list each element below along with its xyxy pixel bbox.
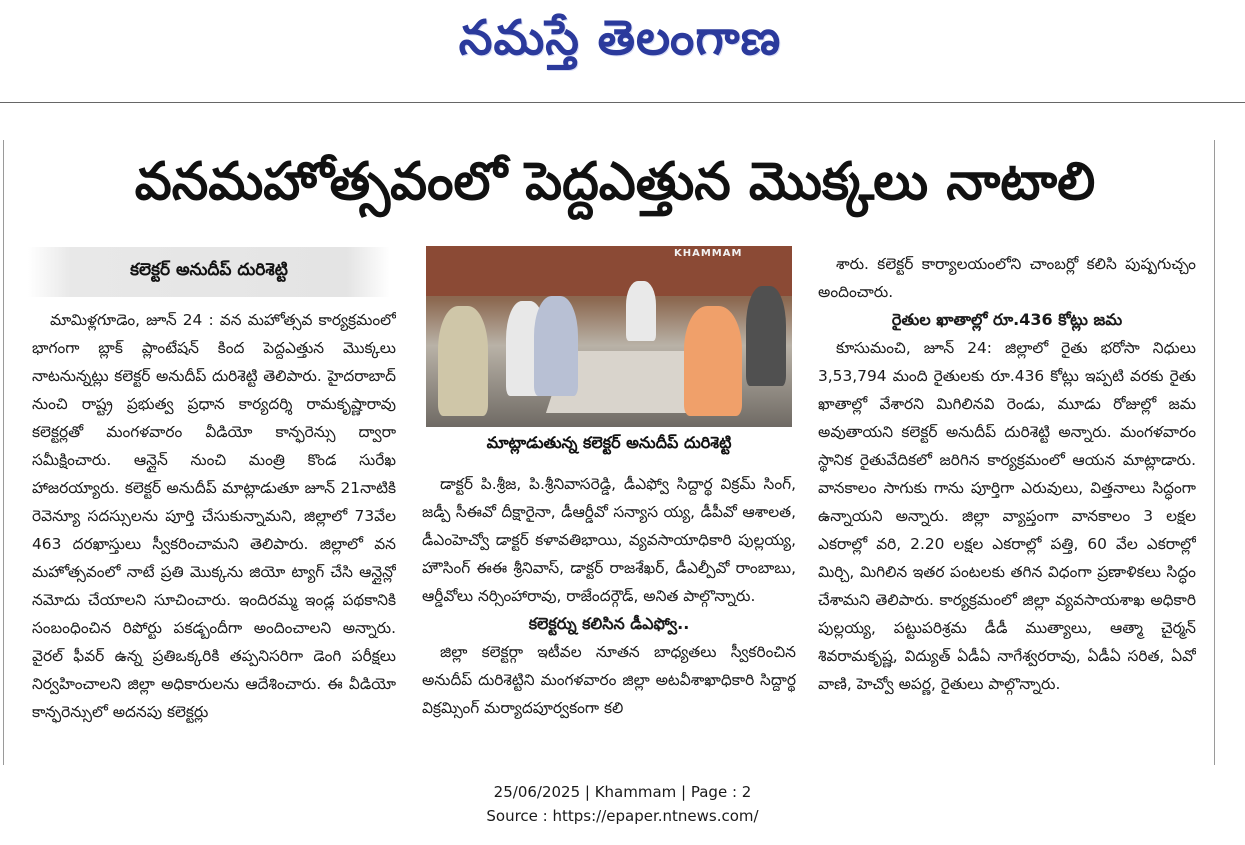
masthead: [0, 0, 1245, 100]
column-3-subheading: రైతుల ఖాతాల్లో రూ.436 కోట్లు జమ: [891, 310, 1123, 329]
column-2-paragraph: జిల్లా కలెక్టర్గా ఇటీవల నూతన బాధ్యతలు స్వీకరించిన అనుదీప్ దురిశెట్టిని మంగళవారం జిల్లా అటవీశాఖాధికారి సిద్దార్థ విక్రమ్సింగ్ మర్యాదపూర్వకంగా కలి: [422, 643, 796, 717]
right-border: [1214, 140, 1215, 765]
article-photo: [426, 246, 792, 427]
column-2-subheading: కలెక్టర్ను కలిసిన డీఎఫ్వో..: [528, 614, 690, 633]
column-3-paragraph: కూసుమంచి, జూన్ 24: జిల్లాలో రైతు భరోసా నిధులు 3,53,794 మంది రైతులకు రూ.436 కోట్లు ఇప్పటి వరకు రైతు ఖాతాల్లో వేశారని మిగిలినవి రెండు, మూడు రోజుల్లో జమ అవుతాయని కలెక్టర్ అనుదీప్ దురిశెట్టి అన్నారు. మంగళవారం స్థానిక రైతువేదికలో జరిగిన కార్యక్రమంలో ఆయన మాట్లాడారు. వానకాలం సాగుకు గాను పూర్తిగా ఎరువులు, విత్తనాలు సిద్ధంగా ఉన్నాయని అన్నారు. జిల్లా వ్యాప్తంగా వానకాలం 3 లక్షల ఎకరాల్లో వరి, 2.20 లక్షల ఎకరాల్లో పత్తి, 60 వేల ఎకరాల్లో మిర్చి, మిగిలిన ఇతర పంటలకు తగిన విధంగా ప్రణాళికలు సిద్ధం చేశామని తెలిపారు. కార్యక్రమంలో జిల్లా వ్యవసాయశాఖ అధికారి పుల్లయ్య, పట్టుపరిశ్రమ డీడీ ముత్యాలు, ఆత్మా చైర్మన్ శివరామకృష్ణ, విద్యుత్ ఏడీఏ నాగేశ్వరరావు, ఏడీఏ సరిత, ఏవో వాణి, హెచ్వో అపర్ణ, రైతులు పాల్గొన్నారు.: [818, 339, 1196, 693]
left-border: [3, 140, 4, 765]
masthead-divider: [0, 102, 1245, 103]
page-footer: [0, 780, 1245, 830]
photo-sign: KHAMMAM: [674, 248, 743, 259]
photo-person: [438, 306, 488, 416]
footer-date-edition: 25/06/2025 | Khammam | Page : 2: [493, 783, 752, 801]
article-column-1: [32, 306, 396, 762]
photo-person: [684, 306, 742, 416]
photo-person: [746, 286, 786, 386]
article-column-3: [818, 250, 1196, 750]
column-3-paragraph: శారు. కలెక్టర్ కార్యాలయంలోని చాంబర్లో కలిసి పుష్పగుచ్చం అందించారు.: [818, 255, 1196, 301]
column-1-paragraph: మామిళ్లగూడెం, జూన్ 24 : వన మహోత్సవ కార్యక్రమంలో భాగంగా బ్లాక్ ప్లాంటేషన్ కింద పెద్దఎత్తున మొక్కలు నాటనున్నట్లు కలెక్టర్ అనుదీప్ దురిశెట్టి తెలిపారు. హైదరాబాద్ నుంచి రాష్ట్ర ప్రభుత్వ ప్రధాన కార్యదర్శి రామకృష్ణారావు కలెక్టర్లతో మంగళవారం వీడియో కాన్ఫరెన్సు ద్వారా సమీక్షించారు. ఆన్లైన్ నుంచి మంత్రి కొండ సురేఖ హాజరయ్యారు. కలెక్టర్ అనుదీప్ మాట్లాడుతూ జూన్ 21నాటికి రెవెన్యూ సదస్సులను పూర్తి చేసుకున్నామని, జిల్లాలో 73వేల 463 దరఖాస్తులు స్వీకరించామని తెలిపారు. జిల్లాలో వన మహోత్సవంలో నాటే ప్రతి మొక్కను జియో ట్యాగ్ చేసి ఆన్లైన్లో నమోదు చేయాలని సూచించారు. ఇందిరమ్మ ఇండ్ల పథకానికి సంబంధించిన రిపోర్టు పకడ్బందీగా అందించాలని అన్నారు. వైరల్ ఫీవర్ ఉన్న ప్రతిఒక్కరికి తప్పనిసరిగా డెంగి పరీక్షలు నిర్వహించాలని జిల్లా అధికారులను ఆదేశించారు. ఈ వీడియో కాన్ఫరెన్సులో అదనపు కలెక్టర్లు: [32, 311, 396, 721]
column-2-paragraph: డాక్టర్ పి.శ్రీజ, పి.శ్రీనివాసరెడ్డి, డీఎఫ్వో సిద్దార్థ విక్రమ్ సింగ్, జడ్పీ సీఈవో దీక్షారైనా, డీఆర్డీవో సన్యాస య్య, డీపీవో ఆశాలత, డీఎంహెచ్వో డాక్టర్ కళావతిభాయి, వ్యవసాయాధికారి పుల్లయ్య, హౌసింగ్ ఈఈ శ్రీనివాస్, డాక్టర్ రాజశేఖర్, డీఎల్పీవో రాంబాబు, ఆర్డీవోలు నర్సింహారావు, రాజేందర్గౌడ్, అనిత పాల్గొన్నారు.: [422, 475, 796, 605]
photo-person: [626, 281, 656, 341]
photo-person: [534, 296, 578, 396]
article-byline-banner: కలెక్టర్ అనుదీప్ దురిశెట్టి: [28, 247, 390, 297]
article-column-2: [422, 470, 796, 760]
newspaper-logo: నమస్తే తెలంగాణ: [458, 10, 782, 66]
article-headline: వనమహోత్సవంలో పెద్దఎత్తున మొక్కలు నాటాలి: [134, 151, 1096, 212]
footer-source: Source : https://epaper.ntnews.com/: [486, 807, 759, 825]
photo-caption: మాట్లాడుతున్న కలెక్టర్ అనుదీప్ దురిశెట్టి: [486, 432, 732, 452]
